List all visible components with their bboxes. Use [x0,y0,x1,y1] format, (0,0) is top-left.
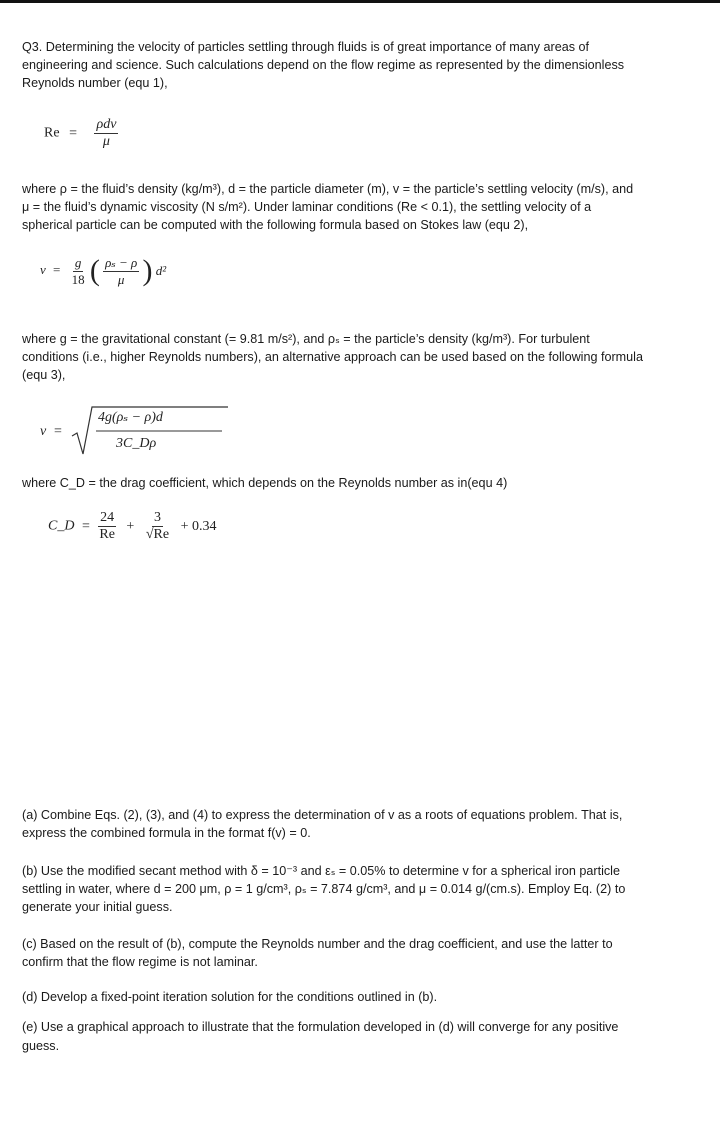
eq3-denominator: 3C_Dρ [116,436,157,451]
para3-line-2: conditions (i.e., higher Reynolds numbers), an alternative approach can be used based on the following formula [22,350,643,364]
eq4-lhs: C_D [48,518,75,534]
eq2-denominator-2: μ [117,271,125,287]
question-e-line-2: guess. [22,1039,60,1053]
eq2-equals: = [53,261,61,277]
question-c-line-1: (c) Based on the result of (b), compute the Reynolds number and the drag coefficient, and use the latter to [22,937,613,951]
top-rule [0,0,720,3]
eq3-numerator: 4g(ρₛ − ρ)d [98,410,163,425]
question-b-line-1: (b) Use the modified secant method with δ = 10⁻³ and εₛ = 0.05% to determine v for a spherical iron particle [22,864,620,878]
question-a-line-1: (a) Combine Eqs. (2), (3), and (4) to express the determination of v as a roots of equations problem. That is, [22,808,623,822]
eq4-numerator-1: 24 [100,510,115,525]
question-a-line-2: express the combined formula in the format f(v) = 0. [22,826,311,840]
equation-4 [48,510,216,543]
question-d-line-1: (d) Develop a fixed-point iteration solution for the conditions outlined in (b). [22,990,438,1004]
eq2-right-paren: ) [142,254,153,287]
eq3-equals: = [54,424,62,439]
eq2-numerator-1: g [74,254,82,270]
eq2-left-paren: ( [89,254,100,287]
question-c-line-2: confirm that the flow regime is not laminar. [22,955,258,969]
eq1-numerator: ρdv [96,117,117,132]
intro-line-2: engineering and science. Such calculations depend on the flow regime as represented by the dimensionless [22,58,625,72]
eq2-tail: d² [155,263,167,278]
eq4-equals: = [81,518,90,534]
intro-line-3: Reynolds number (equ 1), [22,76,168,90]
para3-line-1: where g = the gravitational constant (= 9.81 m/s²), and ρₛ = the particle’s density (kg/m³). For turbulent [22,332,590,346]
para2-line-2: μ = the fluid’s dynamic viscosity (N s/m²). Under laminar conditions (Re < 0.1), the settling velocity of a [22,200,592,214]
eq1-denominator: μ [102,134,110,149]
para2-line-1: where ρ = the fluid’s density (kg/m³), d = the particle diameter (m), v = the particle’s settling velocity (m/s), and [22,182,634,196]
equation-2 [40,254,166,288]
eq1-equals: = [69,125,77,141]
question-b-line-2: settling in water, where d = 200 μm, ρ = 1 g/cm³, ρₛ = 7.874 g/cm³, and μ = 0.014 g/(cm.s). Employ Eq. (2) to [22,882,626,896]
question-e-line-1: (e) Use a graphical approach to illustrate that the formulation developed in (d) will converge for any positive [22,1020,619,1034]
eq1-lhs: Re [44,125,60,141]
eq4-plus: + [126,518,135,534]
para2-line-3: spherical particle can be computed with the following formula based on Stokes law (equ 2), [22,218,529,232]
eq4-tail: + 0.34 [180,518,217,534]
eq4-denominator-1: Re [99,527,115,542]
para3-line-3: (equ 3), [22,368,66,382]
para4-line-1: where C_D = the drag coefficient, which depends on the Reynolds number as in(equ 4) [22,476,508,490]
eq4-numerator-2: 3 [153,510,161,525]
eq2-lhs: v [40,261,46,277]
eq3-lhs: v [40,424,47,439]
eq4-denominator-2: √Re [145,527,170,542]
equation-3 [40,404,240,460]
intro-line-1: Q3. Determining the velocity of particles settling through fluids is of great importance of many areas of [22,40,589,54]
question-b-line-3: generate your initial guess. [22,900,173,914]
equation-1 [44,117,118,150]
eq2-numerator-2: ρₛ − ρ [105,254,138,270]
eq2-denominator-1: 18 [71,271,85,287]
